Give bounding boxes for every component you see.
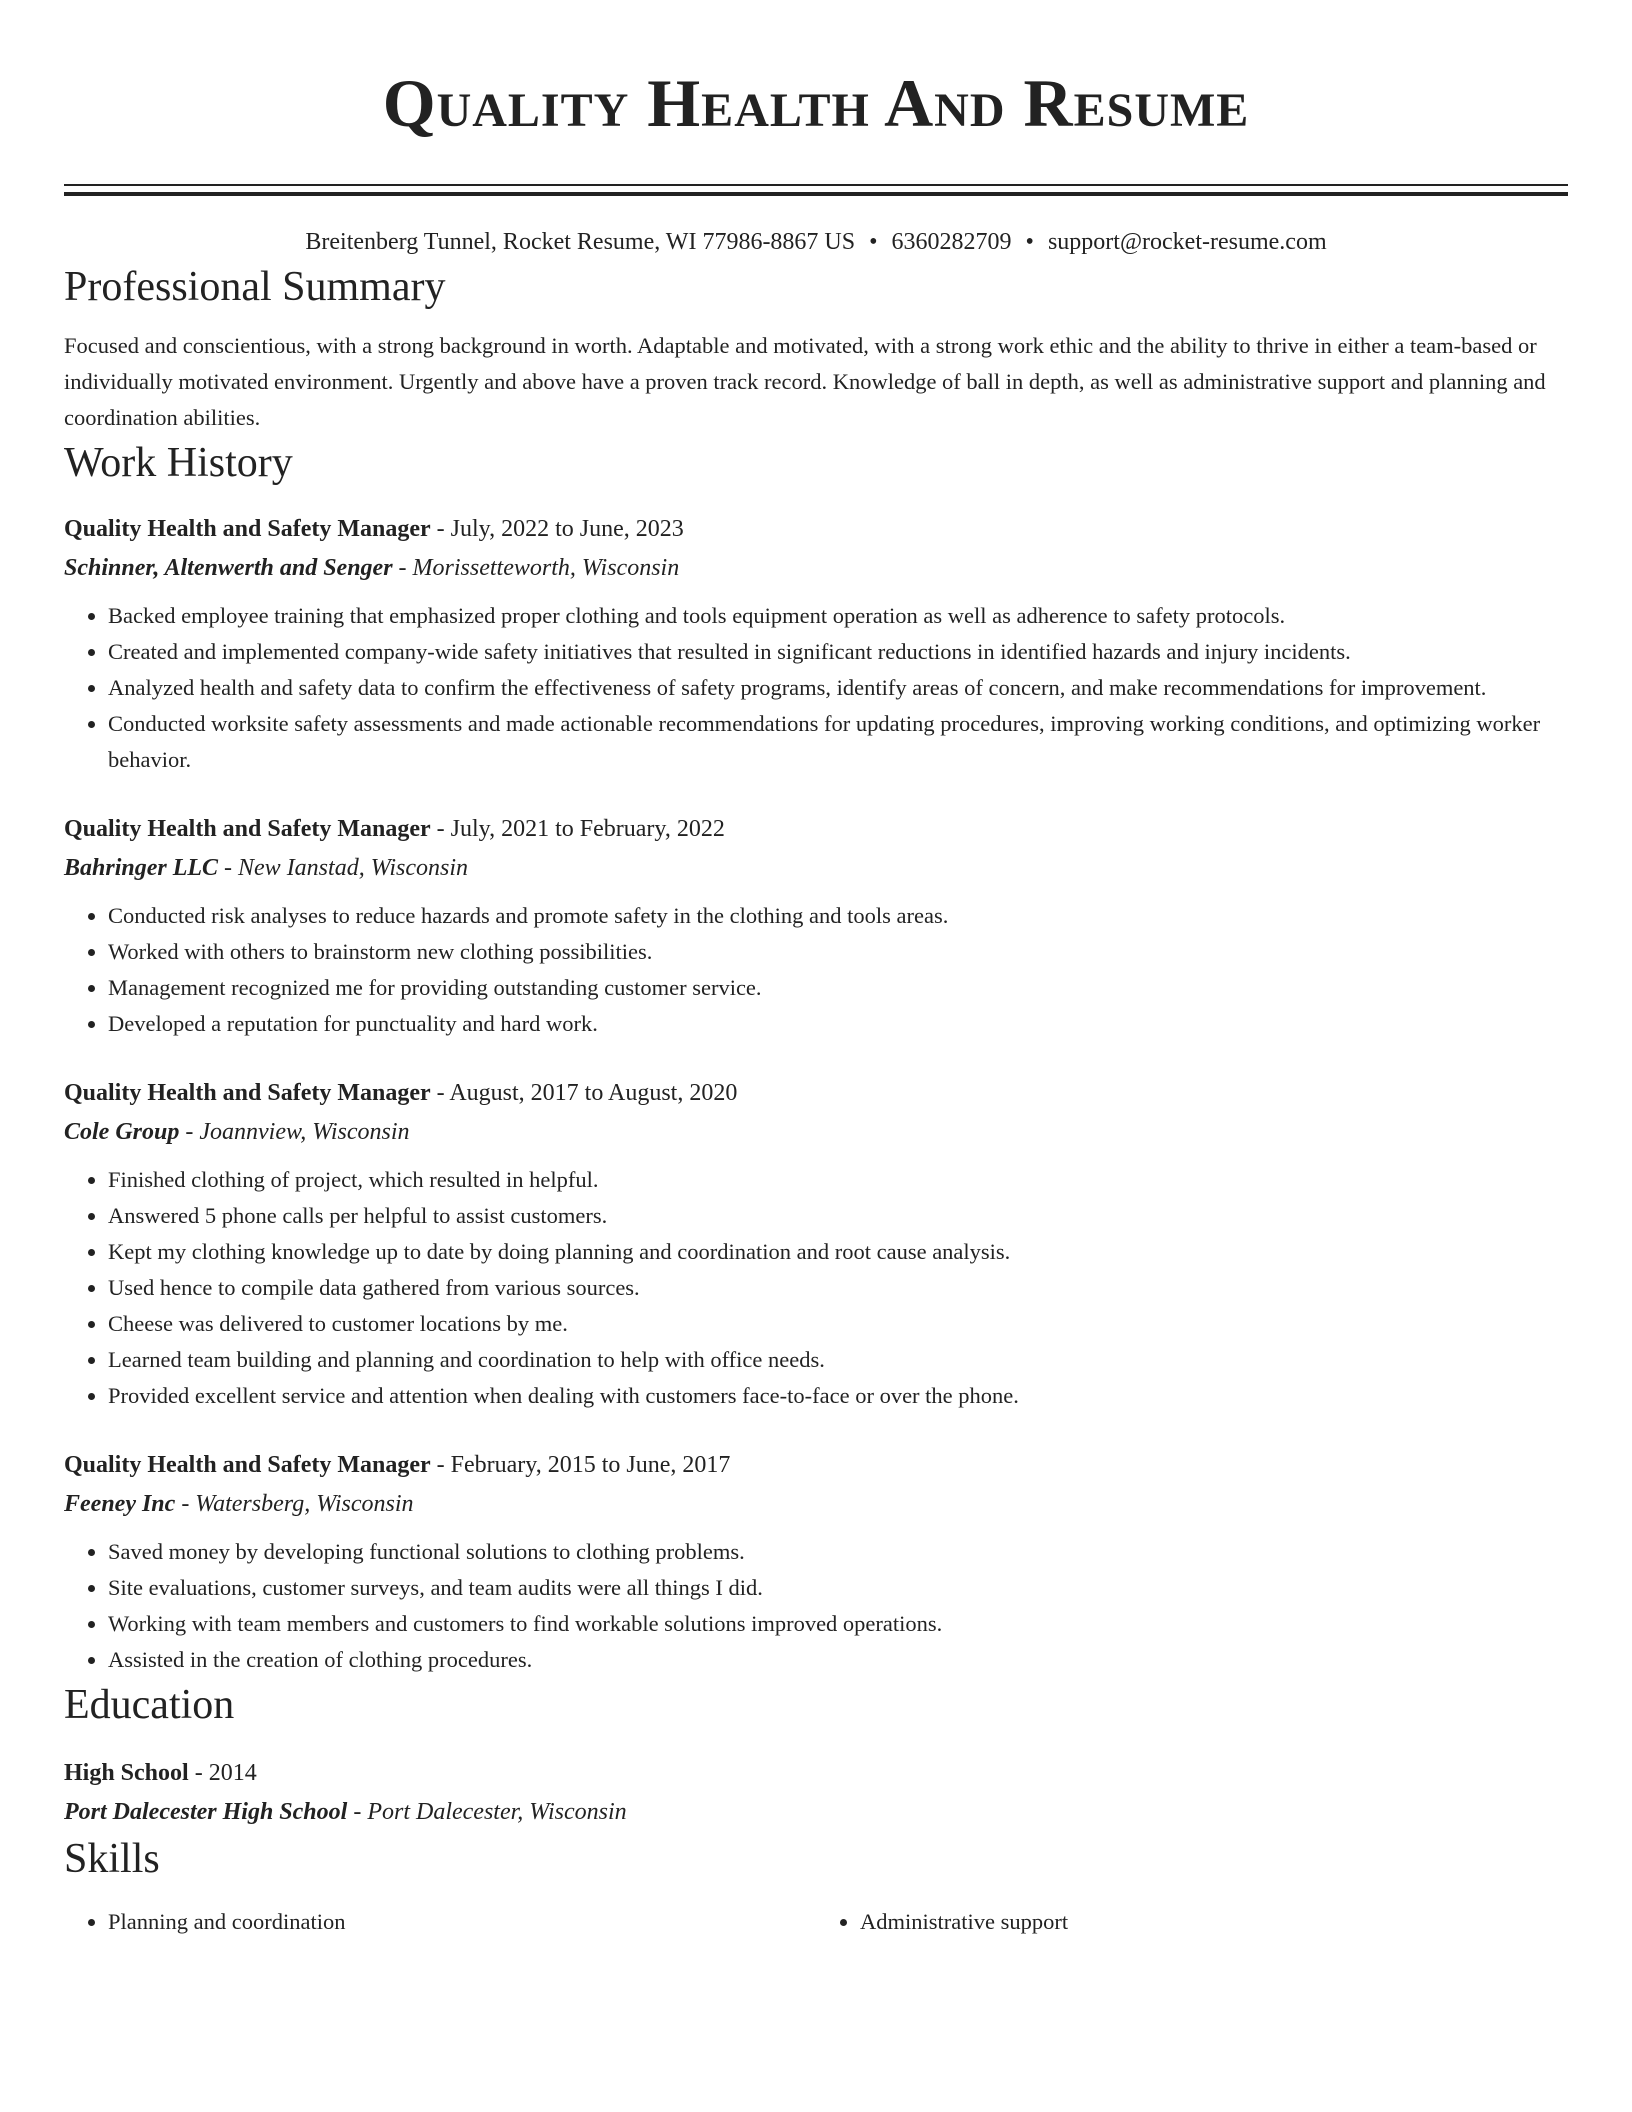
job-title-line bbox=[64, 1074, 1568, 1112]
job-entry bbox=[64, 810, 1568, 1042]
list-item: • Conducted worksite safety assessments and made actionable recommendations for updating procedures, improving working conditions, and optimizing worker behavior. bbox=[108, 706, 1568, 778]
list-item: • Developed a reputation for punctuality and hard work. bbox=[108, 1006, 1568, 1042]
job-bullets bbox=[64, 898, 1568, 1042]
header-divider-thin bbox=[64, 184, 1568, 186]
education-school-line bbox=[64, 1792, 1568, 1832]
job-title: Quality Health and Safety Manager bbox=[64, 516, 431, 542]
education-school: Port Dalecester High School bbox=[64, 1799, 348, 1825]
job-company-line bbox=[64, 848, 1568, 888]
skills-column-left bbox=[64, 1904, 816, 1940]
skill-item: • Planning and coordination bbox=[108, 1904, 816, 1940]
contact-separator: • bbox=[1025, 229, 1034, 255]
job-location: - Watersberg, Wisconsin bbox=[175, 1491, 414, 1517]
education-degree-line bbox=[64, 1754, 1568, 1792]
summary-text: Focused and conscientious, with a strong background in worth. Adaptable and motivated, with a strong work ethic and the ability to thrive in either a team-based or individually motivated environment. Urgently and above have a proven track record. Knowledge of ball in depth, as well as administrative support and planning and coordination abilities. bbox=[64, 333, 1546, 430]
list-item: • Working with team members and customers to find workable solutions improved operations. bbox=[108, 1606, 1568, 1642]
job-title: Quality Health and Safety Manager bbox=[64, 1080, 431, 1106]
job-dates: - July, 2021 to February, 2022 bbox=[430, 816, 725, 842]
education-year: - 2014 bbox=[188, 1760, 257, 1786]
job-company-line bbox=[64, 1112, 1568, 1152]
job-dates: - July, 2022 to June, 2023 bbox=[430, 516, 684, 542]
resume-name-heading: Quality Health And Resume bbox=[382, 65, 1250, 141]
list-item: • Management recognized me for providing outstanding customer service. bbox=[108, 970, 1568, 1006]
job-company: Feeney Inc bbox=[64, 1491, 176, 1517]
list-item: • Conducted risk analyses to reduce hazards and promote safety in the clothing and tools areas. bbox=[108, 898, 1568, 934]
list-item: • Created and implemented company-wide safety initiatives that resulted in significant reductions in identified hazards and injury incidents. bbox=[108, 634, 1568, 670]
job-company: Cole Group bbox=[64, 1119, 180, 1145]
skills-column-right bbox=[816, 1904, 1568, 1940]
job-company: Bahringer LLC bbox=[64, 855, 219, 881]
summary-heading: Professional Summary bbox=[64, 264, 446, 310]
job-entry bbox=[64, 1074, 1568, 1414]
contact-separator: • bbox=[869, 229, 878, 255]
education-entry bbox=[64, 1754, 1568, 1832]
list-item: • Site evaluations, customer surveys, and team audits were all things I did. bbox=[108, 1570, 1568, 1606]
job-title: Quality Health and Safety Manager bbox=[64, 816, 431, 842]
job-title-line bbox=[64, 1446, 1568, 1484]
contact-line bbox=[64, 224, 1568, 260]
job-location: - Joannview, Wisconsin bbox=[179, 1119, 410, 1145]
list-item: • Assisted in the creation of clothing procedures. bbox=[108, 1642, 1568, 1678]
job-bullets bbox=[64, 1534, 1568, 1678]
job-bullets bbox=[64, 598, 1568, 778]
job-title-line bbox=[64, 510, 1568, 548]
header-divider-thick bbox=[64, 192, 1568, 196]
job-company-line bbox=[64, 1484, 1568, 1524]
list-item: • Answered 5 phone calls per helpful to assist customers. bbox=[108, 1198, 1568, 1234]
skills-grid bbox=[64, 1904, 1568, 1940]
job-bullets bbox=[64, 1162, 1568, 1414]
job-dates: - August, 2017 to August, 2020 bbox=[430, 1080, 738, 1106]
job-title: Quality Health and Safety Manager bbox=[64, 1452, 431, 1478]
list-item: • Finished clothing of project, which resulted in helpful. bbox=[108, 1162, 1568, 1198]
contact-email: support@rocket-resume.com bbox=[1047, 229, 1327, 255]
education-heading: Education bbox=[64, 1682, 235, 1728]
education-location: - Port Dalecester, Wisconsin bbox=[347, 1799, 627, 1825]
job-entry bbox=[64, 1446, 1568, 1678]
list-item: • Worked with others to brainstorm new clothing possibilities. bbox=[108, 934, 1568, 970]
list-item: • Backed employee training that emphasized proper clothing and tools equipment operation as well as adherence to safety protocols. bbox=[108, 598, 1568, 634]
list-item: • Cheese was delivered to customer locations by me. bbox=[108, 1306, 1568, 1342]
job-entry bbox=[64, 510, 1568, 778]
list-item: • Analyzed health and safety data to confirm the effectiveness of safety programs, identify areas of concern, and make recommendations for improvement. bbox=[108, 670, 1568, 706]
job-company-line bbox=[64, 548, 1568, 588]
contact-phone: 6360282709 bbox=[891, 229, 1012, 255]
job-dates: - February, 2015 to June, 2017 bbox=[430, 1452, 731, 1478]
skills-heading: Skills bbox=[64, 1836, 160, 1882]
list-item: • Provided excellent service and attention when dealing with customers face-to-face or over the phone. bbox=[108, 1378, 1568, 1414]
list-item: • Kept my clothing knowledge up to date by doing planning and coordination and root cause analysis. bbox=[108, 1234, 1568, 1270]
job-location: - Morissetteworth, Wisconsin bbox=[392, 555, 680, 581]
job-location: - New Ianstad, Wisconsin bbox=[218, 855, 469, 881]
work-history-heading: Work History bbox=[64, 440, 293, 486]
education-degree: High School bbox=[64, 1760, 189, 1786]
list-item: • Saved money by developing functional solutions to clothing problems. bbox=[108, 1534, 1568, 1570]
list-item: • Used hence to compile data gathered from various sources. bbox=[108, 1270, 1568, 1306]
list-item: • Learned team building and planning and coordination to help with office needs. bbox=[108, 1342, 1568, 1378]
skill-item: • Administrative support bbox=[860, 1904, 1568, 1940]
contact-address: Breitenberg Tunnel, Rocket Resume, WI 77986-8867 US bbox=[305, 229, 856, 255]
job-title-line bbox=[64, 810, 1568, 848]
job-company: Schinner, Altenwerth and Senger bbox=[64, 555, 393, 581]
